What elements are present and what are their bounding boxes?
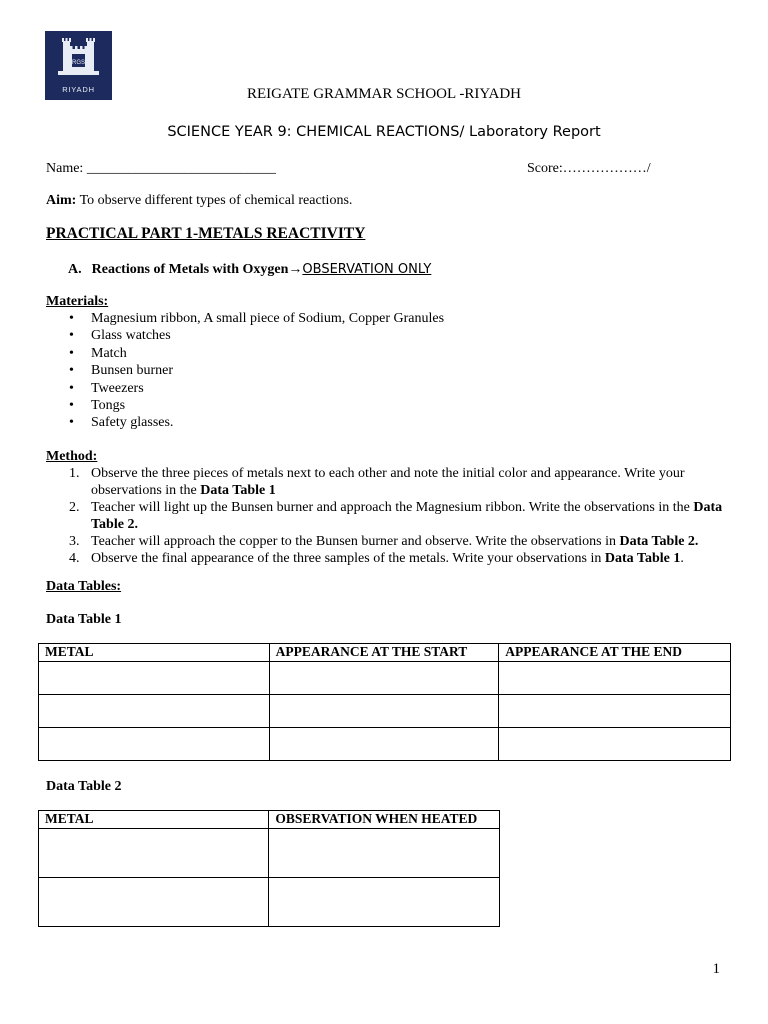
table1-title: Data Table 1 <box>46 612 122 627</box>
section-a-bold-text: Reactions of Metals with Oxygen <box>91 262 289 277</box>
aim-text: To observe different types of chemical reactions. <box>76 193 353 208</box>
method-heading: Method: <box>46 449 98 464</box>
step-bold: Data Table 2. <box>91 500 723 532</box>
table-cell[interactable] <box>499 728 731 761</box>
table-cell[interactable] <box>39 662 270 695</box>
column-header: OBSERVATION WHEN HEATED <box>269 811 500 829</box>
table-row <box>39 695 731 728</box>
table-header-row <box>39 644 731 662</box>
step-bold: Data Table 1 <box>200 483 276 498</box>
table-row <box>39 878 500 927</box>
table-cell[interactable] <box>269 829 500 878</box>
step-number: 3. <box>69 534 80 549</box>
practical-title: PRACTICAL PART 1-METALS REACTIVITY <box>46 225 366 242</box>
method-list <box>46 465 736 567</box>
materials-list <box>46 310 444 432</box>
list-item: • Glass watches <box>46 327 444 344</box>
table-cell[interactable] <box>499 695 731 728</box>
step-bold: Data Table 1 <box>604 551 681 566</box>
step-text: Teacher will approach the copper to the Bunsen burner and observe. Write the observations in <box>91 534 620 549</box>
name-field: Name: ___________________________ <box>46 161 276 176</box>
list-item: • Magnesium ribbon, A small piece of Sodium, Copper Granules <box>46 310 444 327</box>
column-header: METAL <box>39 644 270 662</box>
table-row <box>39 662 731 695</box>
step-after: . <box>680 551 684 566</box>
method-section <box>46 448 736 567</box>
method-step <box>46 550 736 567</box>
step-number: 1. <box>69 466 80 481</box>
table-row <box>39 728 731 761</box>
list-item: • Tongs <box>46 397 444 414</box>
table-cell[interactable] <box>39 728 270 761</box>
method-step <box>46 499 736 533</box>
table-header-row <box>39 811 500 829</box>
step-bold: Data Table 2. <box>619 534 699 549</box>
page-number: 1 <box>712 961 720 977</box>
method-step <box>46 533 736 550</box>
table-cell[interactable] <box>269 662 499 695</box>
table-cell[interactable] <box>39 695 270 728</box>
list-item: • Safety glasses. <box>46 414 444 431</box>
table-cell[interactable] <box>269 878 500 927</box>
section-a-heading <box>68 261 431 278</box>
column-header: APPEARANCE AT THE END <box>499 644 731 662</box>
aim-label: Aim: <box>46 193 77 208</box>
table2-title: Data Table 2 <box>46 779 122 794</box>
list-item: • Tweezers <box>46 380 444 397</box>
arrow-icon: → <box>288 262 303 277</box>
column-header: APPEARANCE AT THE START <box>269 644 499 662</box>
aim-statement <box>46 192 352 209</box>
table-cell[interactable] <box>39 878 269 927</box>
method-step <box>46 465 736 499</box>
table-row <box>39 829 500 878</box>
report-subtitle: SCIENCE YEAR 9: CHEMICAL REACTIONS/ Laboratory Report <box>167 124 601 140</box>
data-table-2 <box>38 810 500 927</box>
score-field: Score:………………/ <box>527 161 651 176</box>
step-text: Teacher will light up the Bunsen burner and approach the Magnesium ribbon. Write the observations in the <box>91 500 694 515</box>
column-header: METAL <box>39 811 269 829</box>
logo-text: RIYADH <box>62 85 95 94</box>
crest-letters: RGS <box>71 60 86 66</box>
data-tables-heading: Data Tables: <box>46 579 122 594</box>
section-a-label: A. <box>68 262 82 277</box>
list-item: • Match <box>46 345 444 362</box>
table-cell[interactable] <box>269 728 499 761</box>
table-cell[interactable] <box>269 695 499 728</box>
step-number: 4. <box>69 551 80 566</box>
table-cell[interactable] <box>39 829 269 878</box>
data-table-1 <box>38 643 731 761</box>
castle-crest-icon <box>45 31 112 87</box>
step-text: Observe the three pieces of metals next to each other and note the initial color and appearance. Write your observations in the <box>91 466 685 498</box>
observation-only-label: OBSERVATION ONLY <box>302 262 432 277</box>
step-text: Observe the final appearance of the three samples of the metals. Write your observations in <box>91 551 605 566</box>
materials-heading: Materials: <box>46 294 109 309</box>
list-item: • Bunsen burner <box>46 362 444 379</box>
school-name: REIGATE GRAMMAR SCHOOL -RIYADH <box>246 86 522 102</box>
step-number: 2. <box>69 500 80 515</box>
table-cell[interactable] <box>499 662 731 695</box>
materials-section <box>46 293 444 432</box>
